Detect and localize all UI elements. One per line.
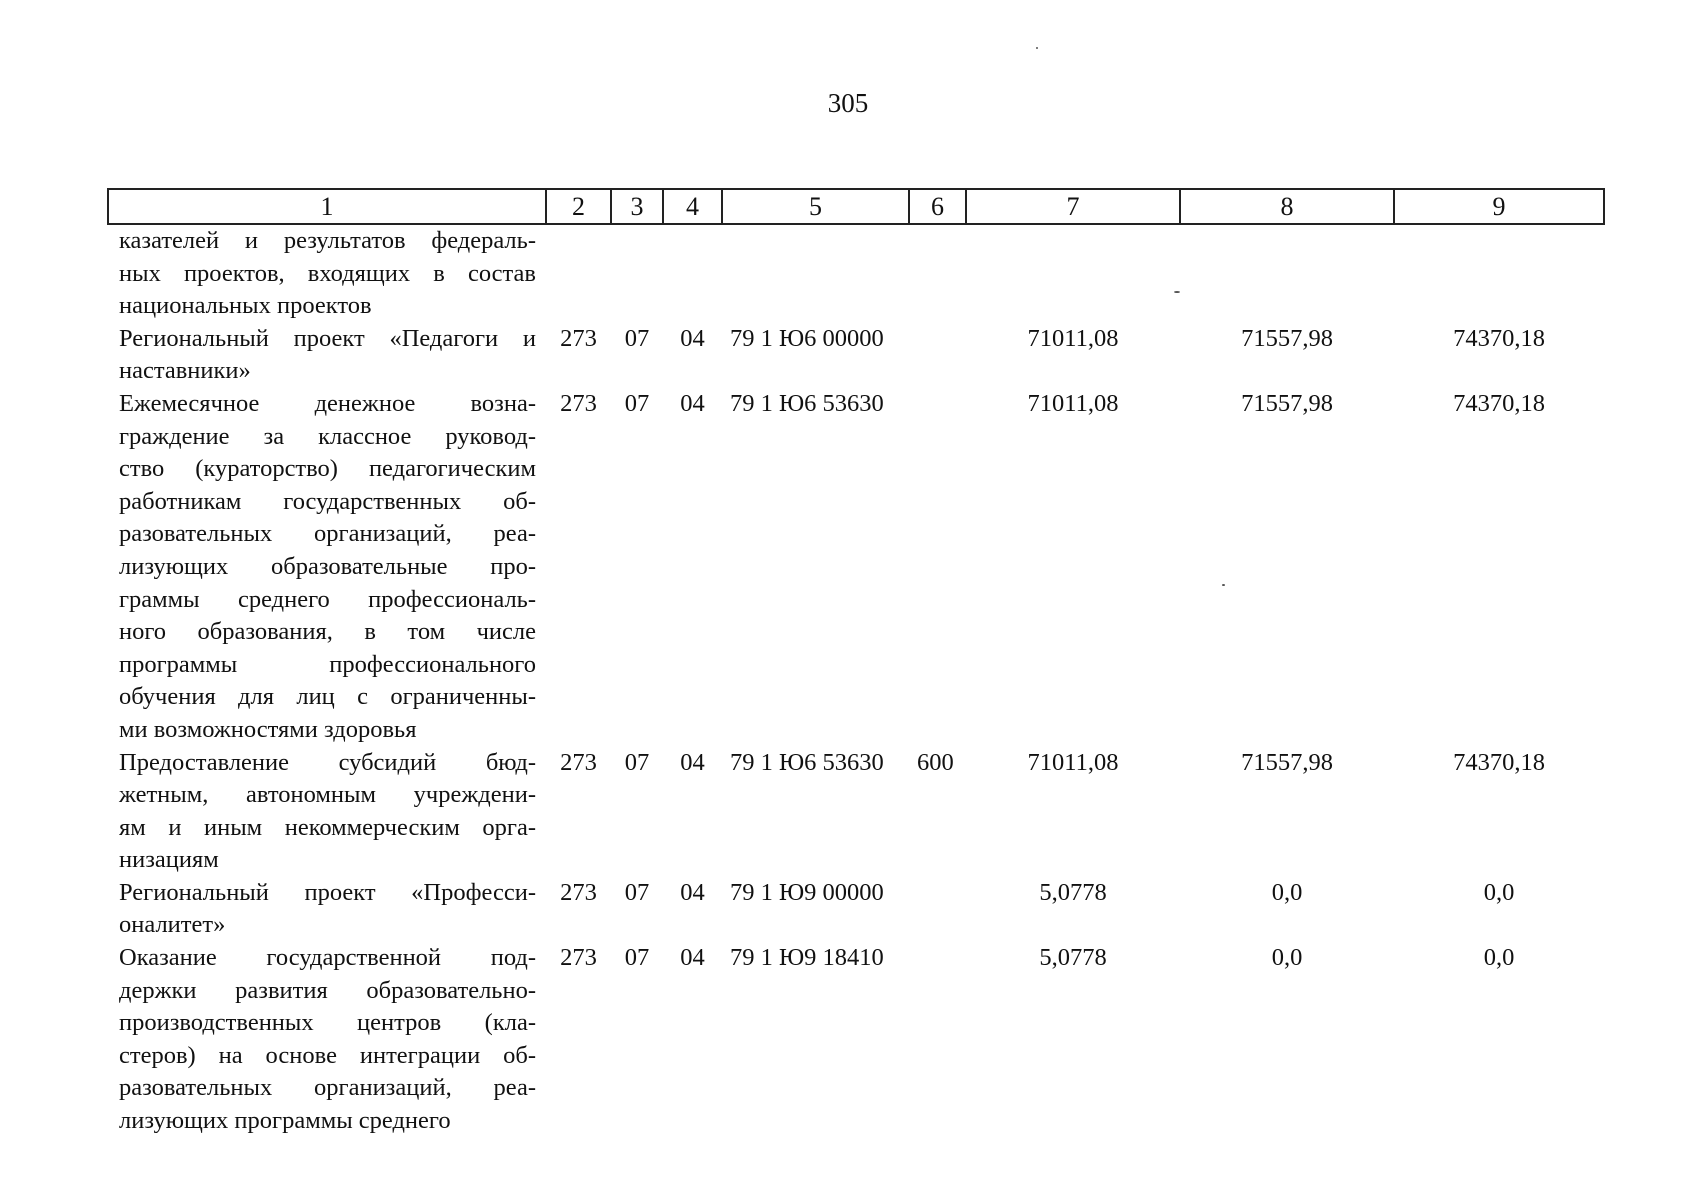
cell-section: 07 — [624, 389, 650, 417]
description-line: стеров) на основе интеграции об- — [119, 1041, 536, 1069]
description-line: ям и иным некоммерческим орга- — [119, 813, 536, 841]
description-line: разовательных организаций, реа- — [119, 1074, 536, 1102]
table-row — [108, 877, 1604, 942]
cell-amount-year-1: 71011,08 — [1027, 748, 1119, 776]
table-row — [108, 747, 1604, 877]
cell-expense-type: 600 — [917, 748, 954, 776]
description-line: Региональный проект «Педагоги и — [119, 324, 536, 352]
cell-target-article: 79 1 Ю9 18410 — [730, 944, 884, 972]
cell-amount-year-3 — [1394, 224, 1604, 323]
cell-section: 07 — [624, 748, 650, 776]
cell-expense-type — [909, 942, 966, 1138]
scan-speck — [1222, 584, 1225, 586]
description-line: ство (кураторство) педагогическим — [119, 455, 536, 483]
description-line: Оказание государственной под- — [119, 944, 536, 972]
row-description — [108, 388, 546, 747]
description-line: низациям — [119, 846, 219, 874]
cell-subsection: 04 — [680, 324, 705, 352]
page-number-text: 305 — [827, 88, 869, 118]
description-line: держки развития образовательно- — [119, 976, 536, 1004]
row-description — [108, 323, 546, 388]
cell-ministry-code: 273 — [560, 324, 597, 352]
cell-section: 07 — [624, 324, 650, 352]
cell-expense-type — [909, 323, 966, 388]
cell-expense-type — [909, 388, 966, 747]
cell-expense-type — [909, 877, 966, 942]
column-header-6: 6 — [909, 189, 966, 224]
column-header-9: 9 — [1394, 189, 1604, 224]
cell-amount-year-3: 74370,18 — [1453, 324, 1545, 352]
cell-amount-year-1: 5,0778 — [1039, 944, 1107, 972]
description-line: обучения для лиц с ограниченны- — [119, 683, 536, 711]
description-line: работникам государственных об- — [119, 487, 536, 515]
cell-amount-year-1: 71011,08 — [1027, 389, 1119, 417]
column-header-8: 8 — [1180, 189, 1394, 224]
column-header-2: 2 — [546, 189, 611, 224]
cell-target-article: 79 1 Ю6 53630 — [730, 389, 884, 417]
cell-amount-year-3: 74370,18 — [1453, 389, 1545, 417]
row-description — [108, 747, 546, 877]
cell-subsection: 04 — [680, 748, 705, 776]
cell-ministry-code — [546, 224, 611, 323]
column-header-5: 5 — [722, 189, 909, 224]
column-header-3: 3 — [611, 189, 663, 224]
cell-amount-year-1 — [966, 224, 1180, 323]
table-row — [108, 224, 1604, 323]
cell-section: 07 — [624, 878, 650, 906]
page-number — [0, 88, 1696, 119]
column-header-4: 4 — [663, 189, 722, 224]
cell-ministry-code: 273 — [560, 878, 597, 906]
description-line: оналитет» — [119, 911, 226, 939]
cell-amount-year-2: 0,0 — [1271, 878, 1303, 906]
cell-subsection: 04 — [680, 878, 705, 906]
cell-amount-year-2: 71557,98 — [1241, 389, 1333, 417]
table-body — [108, 224, 1604, 1138]
cell-target-article: 79 1 Ю6 00000 — [730, 324, 884, 352]
cell-amount-year-2: 0,0 — [1271, 944, 1303, 972]
scan-speck — [1036, 47, 1038, 49]
description-line: жетным, автономным учреждени- — [119, 781, 536, 809]
cell-amount-year-1: 5,0778 — [1039, 878, 1107, 906]
cell-section: 07 — [624, 944, 650, 972]
description-line: национальных проектов — [119, 292, 372, 320]
cell-amount-year-3: 74370,18 — [1453, 748, 1545, 776]
cell-ministry-code: 273 — [560, 748, 597, 776]
cell-subsection — [663, 224, 722, 323]
description-line: Региональный проект «Професси- — [119, 878, 536, 906]
table-row — [108, 323, 1604, 388]
cell-amount-year-2 — [1180, 224, 1394, 323]
budget-table — [107, 188, 1605, 1138]
cell-subsection: 04 — [680, 944, 705, 972]
cell-amount-year-1: 71011,08 — [1027, 324, 1119, 352]
description-line: казателей и результатов федераль- — [119, 227, 536, 254]
cell-ministry-code: 273 — [560, 944, 597, 972]
cell-target-article — [722, 224, 909, 323]
scan-speck — [1174, 291, 1180, 293]
table-row — [108, 942, 1604, 1138]
cell-amount-year-2: 71557,98 — [1241, 748, 1333, 776]
description-line: наставники» — [119, 357, 251, 385]
cell-amount-year-3: 0,0 — [1483, 944, 1515, 972]
column-header-1: 1 — [108, 189, 546, 224]
cell-amount-year-2: 71557,98 — [1241, 324, 1333, 352]
description-line: ного образования, в том числе — [119, 618, 536, 646]
table-header-row — [108, 189, 1604, 224]
description-line: программы профессионального — [119, 650, 536, 678]
description-line: лизующих образовательные про- — [119, 552, 536, 580]
description-line: граммы среднего профессиональ- — [119, 585, 536, 613]
description-line: производственных центров (кла- — [119, 1009, 536, 1037]
cell-section — [611, 224, 663, 323]
cell-expense-type — [909, 224, 966, 323]
description-line: разовательных организаций, реа- — [119, 520, 536, 548]
cell-subsection: 04 — [680, 389, 705, 417]
row-description — [108, 877, 546, 942]
description-line: ми возможностями здоровья — [119, 715, 417, 743]
cell-amount-year-3: 0,0 — [1483, 878, 1515, 906]
cell-target-article: 79 1 Ю9 00000 — [730, 878, 884, 906]
description-line: граждение за классное руковод- — [119, 422, 536, 450]
cell-ministry-code: 273 — [560, 389, 597, 417]
description-line: ных проектов, входящих в состав — [119, 259, 536, 287]
description-line: Ежемесячное денежное возна- — [119, 389, 536, 417]
row-description — [108, 942, 546, 1138]
cell-target-article: 79 1 Ю6 53630 — [730, 748, 884, 776]
row-description — [108, 224, 546, 323]
column-header-7: 7 — [966, 189, 1180, 224]
description-line: лизующих программы среднего — [119, 1107, 451, 1135]
table-row — [108, 388, 1604, 747]
description-line: Предоставление субсидий бюд- — [119, 748, 536, 776]
